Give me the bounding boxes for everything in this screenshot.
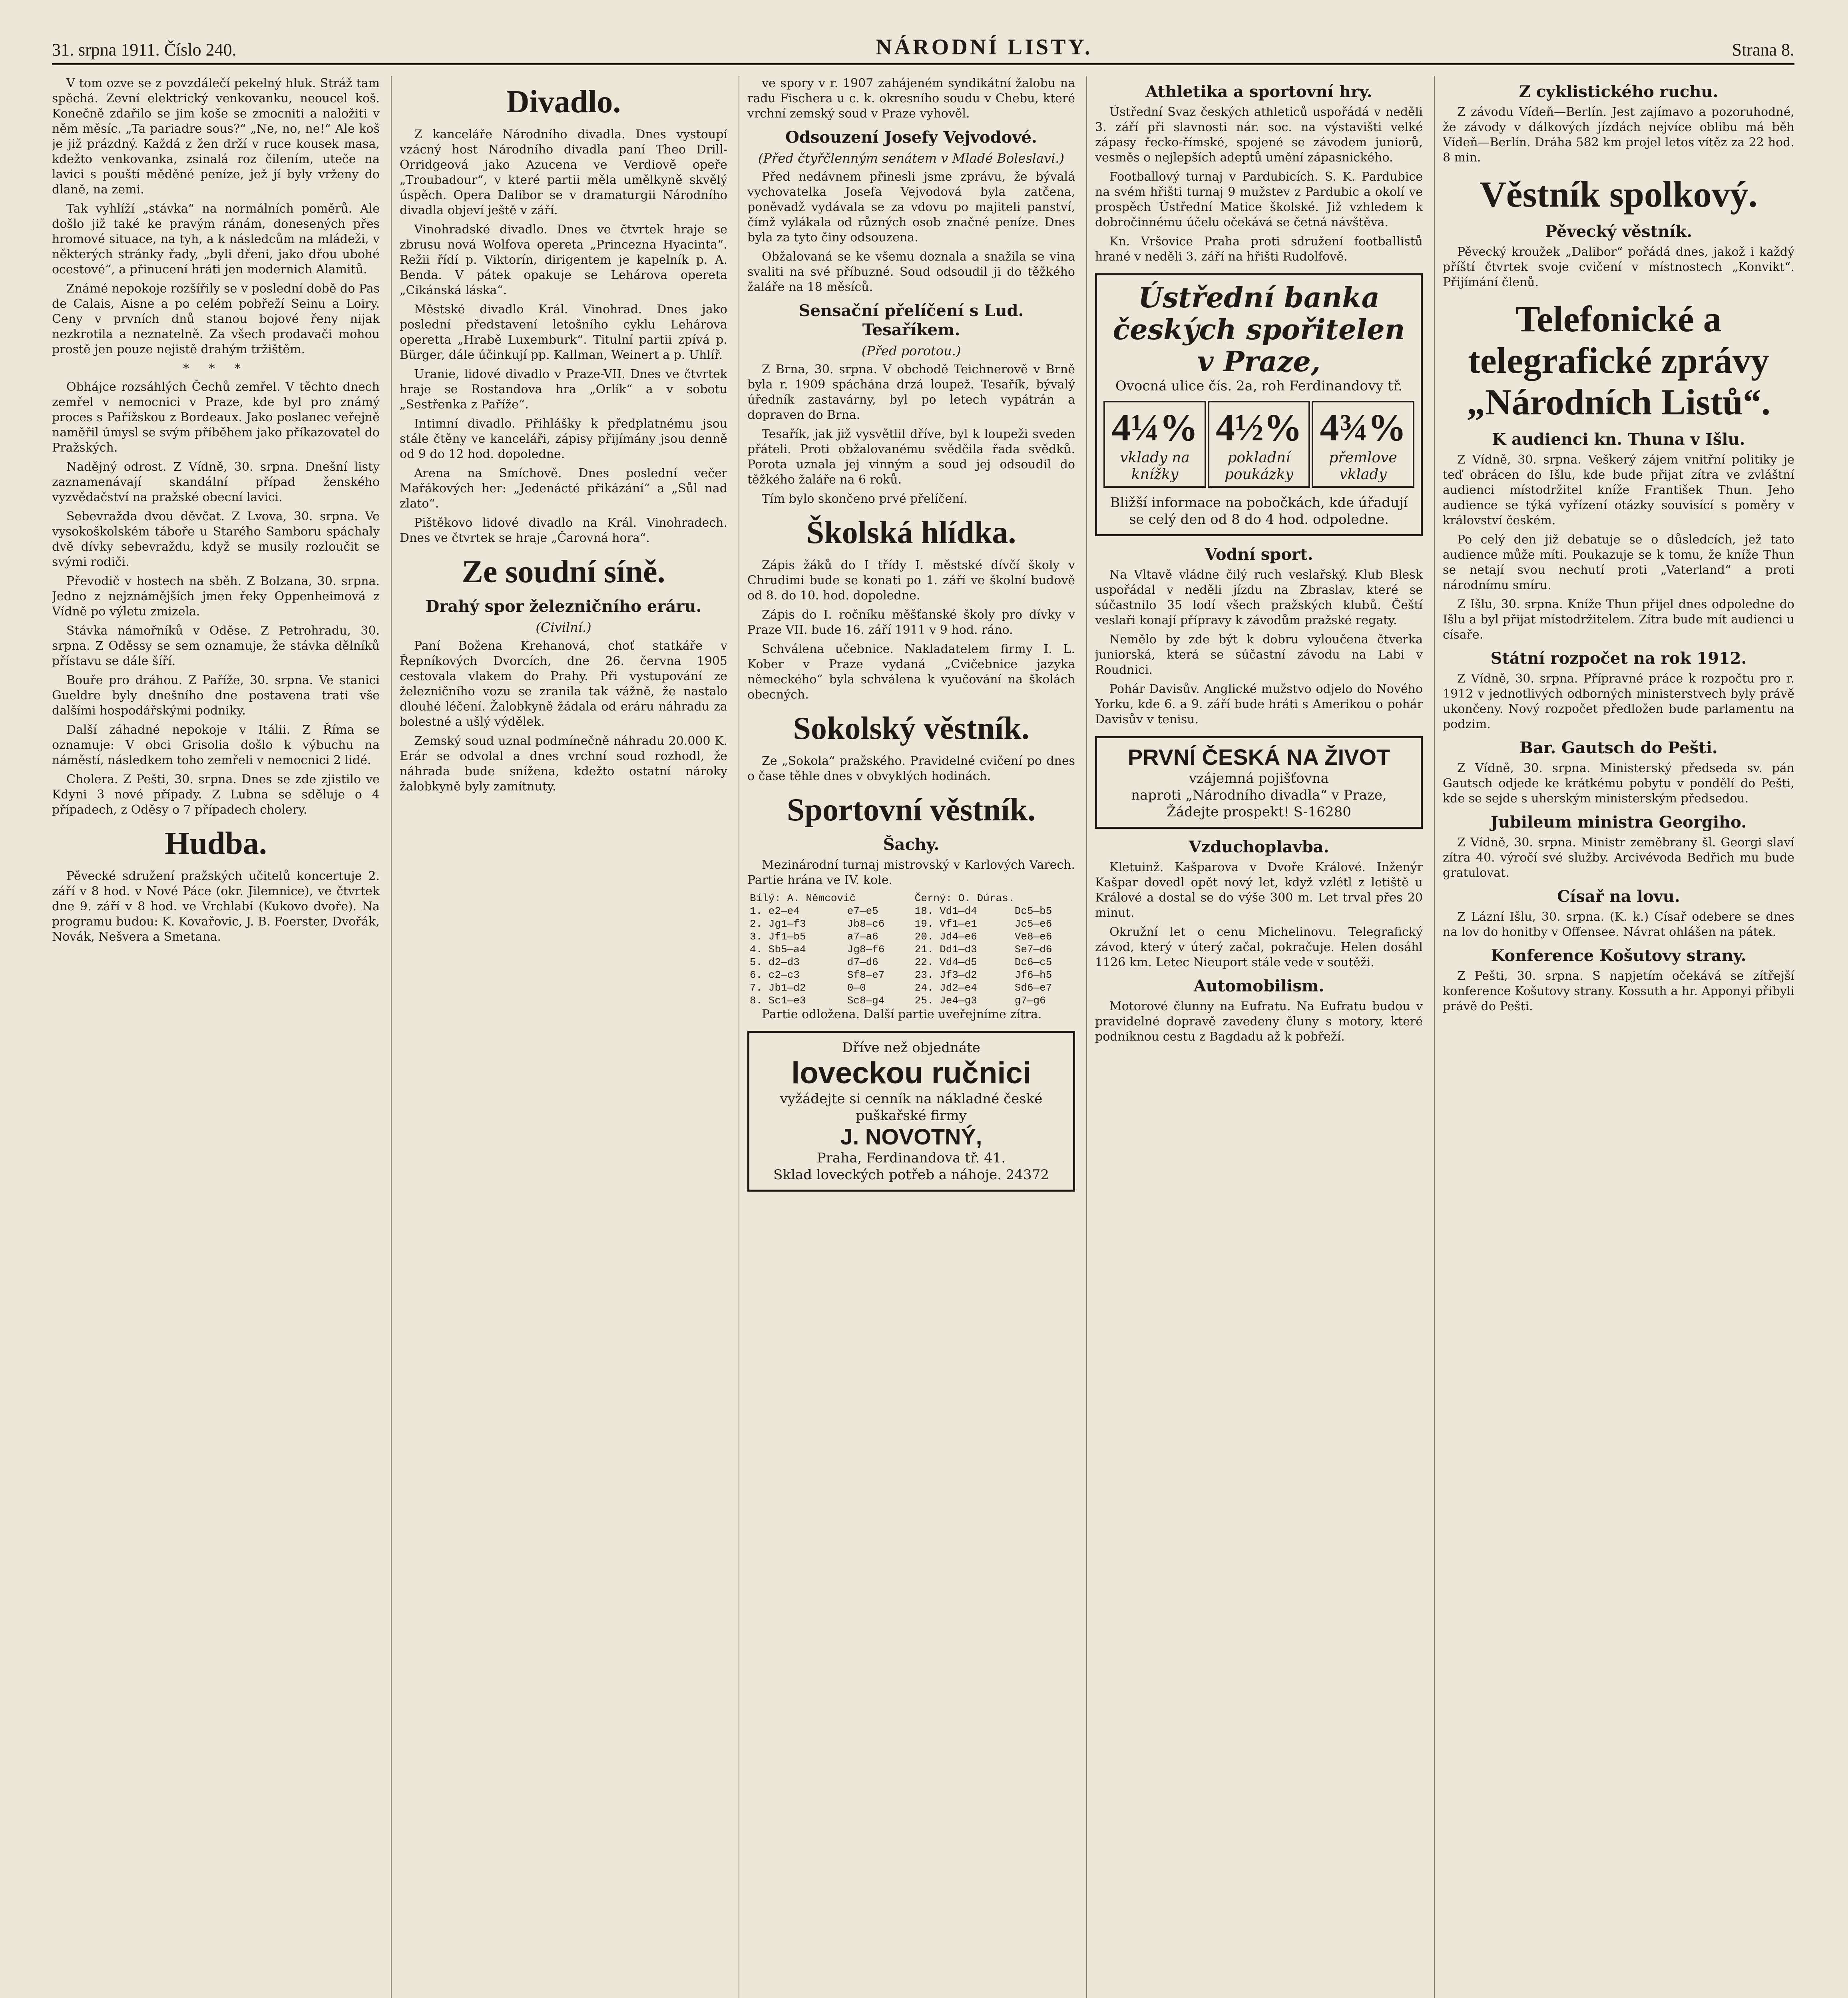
- ad-firm-name: J. NOVOTNÝ,: [840, 1124, 982, 1149]
- section-separator: * * *: [183, 362, 249, 376]
- rate-box: [1312, 401, 1414, 488]
- chess-header-row: [747, 892, 1075, 905]
- newspaper-title: NÁRODNÍ LISTY.: [876, 35, 1093, 60]
- article-paragraph: Nemělo by zde být k dobru vyloučena čtverka juniorská, která se súčastní závodu na Labi v Roudnici.: [1095, 633, 1423, 677]
- article-paragraph: Před nedávnem přinesli jsme zprávu, že bývalá vychovatelka Josefa Vejvodová byla zatčena, poněvadž vydávala se za vdovu po majiteli panství, čímž vylákala od různých osob značné peníze. Dnes byla za tyto činy odsouzena.: [747, 170, 1075, 245]
- article-paragraph: Z Vídně, 30. srpna. Přípravné práce k rozpočtu pro r. 1912 v jednotlivých odborných ministerstvech byly právě ukončeny. Nový rozpočet předložen bude parlamentu na podzim.: [1443, 672, 1794, 731]
- article-paragraph: Zápis žáků do I třídy I. městské dívčí školy v Chrudimi bude se konati po 1. září ve školní budově od 8. do 10. hod. dopoledne.: [747, 558, 1075, 603]
- article-paragraph: Městské divadlo Král. Vinohrad. Dnes jako poslední představení letošního cyklu Lehárova operetta „Hrabě Luxemburk“. Titulní partii zpívá p. Bürger, dále účinkují pp. Kallman, Weinert a p. Uhlíř.: [400, 302, 727, 362]
- rate-box: [1208, 401, 1310, 488]
- article-paragraph: Po celý den již debatuje se o důsledcích, jež tato audience může míti. Poukazuje se k tomu, že kníže Thun se netají svou nechutí proti „Vaterland“ a proti národnímu smíru.: [1443, 533, 1794, 592]
- article-paragraph: Z Išlu, 30. srpna. Kníže Thun přijel dnes odpoledne do Išlu a byl přijat místodržitelem. Zítra bude mít audienci u císaře.: [1443, 597, 1794, 642]
- article-paragraph: Známé nepokoje rozšířily se v poslední době do Pas de Calais, Aisne a po celém pobřeží Seinu a Loiry. Ceny v prvních dnů stanou bojové řeny nijak nezkrotila a neznatelně. Za všech prodavači mohou prostě jen pouze nejistě drahým tržištěm.: [52, 282, 380, 356]
- article-paragraph: Z Pešti, 30. srpna. S napjetím očekává se zítřejší konference Košutovy strany. Kossuth a hr. Apponyi přibyli právě do Pešti.: [1443, 969, 1794, 1013]
- insurance-advertisement: [1095, 736, 1423, 829]
- article-heading: K audienci kn. Thuna v Išlu.: [1492, 430, 1745, 449]
- chess-move: g7—g6: [1014, 995, 1046, 1007]
- chess-move: 22. Vd4—d5: [914, 956, 977, 968]
- chess-move: 7. Jb1—d2: [750, 982, 806, 994]
- article-paragraph: Mezinárodní turnaj mistrovský v Karlových Varech. Partie hrána ve IV. kole.: [747, 858, 1075, 887]
- ad-footer: Sklad loveckých potřeb a náhoje. 24372: [773, 1167, 1049, 1183]
- article-heading: Bar. Gautsch do Pešti.: [1519, 738, 1718, 757]
- chess-move: Dc6—c5: [1014, 956, 1052, 968]
- article-paragraph: Z Vídně, 30. srpna. Ministerský předseda sv. pán Gautsch odjede ke krátkému pobytu v pondělí do Pešti, kde se sejde s uherským ministerským předsedou.: [1443, 761, 1794, 806]
- article-paragraph: Z kanceláře Národního divadla. Dnes vystoupí vzácný host Národního divadla paní Theo Drill-Orridgeová jako Azucena ve Verdiově opeře „Troubadour“, v které partii měla umělkyně skvělý úspěch. Opera Dalibor se v dramaturgii Národního divadla objeví ještě v září.: [400, 127, 727, 217]
- article-paragraph: Pohár Davisův. Anglické mužstvo odjelo do Nového Yorku, kde 6. a 9. září bude hráti s Amerikou o pohár Davisův v tenisu.: [1095, 682, 1423, 726]
- article-paragraph: Z závodu Vídeň—Berlín. Jest zajímavo a pozoruhodné, že závody v dálkových jízdách nejvíce oblibu má běh Vídeň—Berlín. Dráha 582 km projel letos vítěz za 22 hod. 8 min.: [1443, 105, 1794, 165]
- chess-move: 5. d2—d3: [750, 956, 800, 968]
- article-heading: Vodní sport.: [1205, 545, 1313, 564]
- ad-text: vyžádejte si cenník na nákladné české puškařské firmy: [780, 1091, 1043, 1124]
- chess-move: Sd6—e7: [1014, 982, 1052, 994]
- rate-label: vklady na knížky: [1120, 450, 1190, 483]
- chess-move: Dc5—b5: [1014, 905, 1052, 917]
- article-paragraph: V tom ozve se z povzdálečí pekelný hluk. Stráž tam spěchá. Zevní elektrický venkovanku, neoucel koš. Konečně zdařilo se jim koše se zmocniti a naložiti v něm měsíc. „Ta pariadre sous?“ „Ne, no, ne!“ Ale koš je již prázdný. Každá z žen drží v ruce kousek masa, kdežto venkovanka, zsinalá roz čilením, uteče na lavici s pouští měděné peníze, jež jí byly vrženy do dlaně, na zemi.: [52, 76, 380, 197]
- article-paragraph: Obžalovaná se ke všemu doznala a snažila se vina svaliti na své příbuzné. Soud odsoudil ji do těžkého žaláře na 18 měsíců.: [747, 250, 1075, 294]
- article-heading: Vzduchoplavba.: [1189, 838, 1329, 856]
- article-heading: Automobilism.: [1193, 977, 1324, 995]
- article-paragraph: Ústřední Svaz českých athleticů uspořádá v neděli 3. září při slavnosti nár. soc. na výstavišti velké zápasy řecko-římské, spojené se závodem juniorů, vesměs o nejlepších adeptů umění zápasnického.: [1095, 105, 1423, 165]
- chess-move: Jf6—h5: [1014, 969, 1052, 981]
- issue-date: 31. srpna 1911. Číslo 240.: [52, 40, 237, 60]
- article-paragraph: Intimní divadlo. Přihlášky k předplatnému jsou stále čtěny ve kanceláři, zápisy přijímány jsou denně od 9 do 12 hod. dopoledne.: [400, 417, 727, 461]
- article-subheading: (Civilní.): [536, 620, 591, 635]
- article-paragraph: Obhájce rozsáhlých Čechů zemřel. V těchto dnech zemřel v nemocnici v Praze, kde byl pro známý proces s Pařížskou z Bordeaux. Jako poslanec veřejně naměřil úmysl se svým příběhem jako příkazovatel do Pražských.: [52, 380, 380, 455]
- article-heading: Drahý spor železničního eráru.: [425, 597, 702, 616]
- article-paragraph: Ze „Sokola“ pražského. Pravidelné cvičení po dnes o čase těhle dnes v obvyklých hodinách.: [747, 754, 1075, 783]
- ad-footer: Žádejte prospekt! S-16280: [1167, 804, 1351, 820]
- chess-move: Jg8—f6: [847, 943, 885, 955]
- ad-tagline: Dříve než objednáte: [842, 1040, 980, 1056]
- column-5: [1443, 76, 1794, 1998]
- chess-move: e7—e5: [847, 905, 878, 917]
- column-3: [747, 76, 1075, 1998]
- article-heading: Sensační přelíčení s Lud. Tesaříkem.: [799, 301, 1024, 339]
- rate-box: [1103, 401, 1206, 488]
- section-heading-societies: Věstník spolkový.: [1480, 174, 1758, 215]
- column-1: [52, 76, 380, 1998]
- ad-footer: Bližší informace na pobočkách, kde úřadují se celý den od 8 do 4 hod. odpoledne.: [1110, 495, 1408, 527]
- rate-label: přemlove vklady: [1329, 450, 1397, 483]
- chess-move: 24. Jd2—e4: [914, 982, 977, 994]
- article-paragraph: Na Vltavě vládne čilý ruch veslařský. Klub Blesk uspořádal v neděli jízdu na Zbraslav, které se súčastnilo 35 lodí všech pražských klubů. Čeští veslaři konají přípravy k závodům pražské regaty.: [1095, 568, 1423, 627]
- chess-move-row: [747, 917, 1075, 930]
- chess-move-row: [747, 930, 1075, 943]
- column-rule: [391, 76, 392, 1998]
- ad-address: Ovocná ulice čís. 2a, roh Ferdinandovy tř.: [1115, 378, 1403, 394]
- article-paragraph: Bouře pro dráhou. Z Paříže, 30. srpna. Ve stanici Gueldre byly dnešního dne postavena trati vše dalšími hospodářskými podniky.: [52, 673, 380, 718]
- chess-move: Jc5—e6: [1014, 918, 1052, 930]
- article-heading: Pěvecký věstník.: [1545, 222, 1692, 241]
- article-paragraph: Uranie, lidové divadlo v Praze-VII. Dnes ve čtvrtek hraje se Rostandova hra „Orlík“ a v sobotu „Sestřenka z Paříže“.: [400, 367, 727, 412]
- bank-advertisement: [1095, 273, 1423, 536]
- chess-move: 18. Vd1—d4: [914, 905, 977, 917]
- section-heading-sokol: Sokolský věstník.: [793, 711, 1030, 746]
- article-paragraph: Z Brna, 30. srpna. V obchodě Teichnerově v Brně byla r. 1909 spáchána drzá loupež. Tesařík, bývalý úředník zastavárny, byl po letech vypátrán a dopraven do Brna.: [747, 362, 1075, 422]
- article-subheading: (Před porotou.): [861, 343, 961, 358]
- section-heading-theatre: Divadlo.: [506, 84, 621, 119]
- chess-move: Se7—d6: [1014, 943, 1052, 955]
- chess-move: 20. Jd4—e6: [914, 931, 977, 943]
- article-paragraph: ve spory v r. 1907 zahájeném syndikátní žalobu na radu Fischera u c. k. okresního soudu v Chebu, které vrchní zemský soud v Praze vyhověl.: [747, 76, 1075, 121]
- article-paragraph: Nadějný odrost. Z Vídně, 30. srpna. Dnešní listy zaznamenávají skandální případ ženského vyzvědačství na pražské obecní lavici.: [52, 460, 380, 504]
- article-paragraph: Tím bylo skončeno prvé přelíčení.: [762, 492, 968, 506]
- article-paragraph: Tesařík, jak již vysvětlil dříve, byl k loupeži sveden přáteli. Proti obžalovanému svědčila řada svědků. Porota uznala jej vinným a soud jej odsoudil do těžkého žaláře na 6 roků.: [747, 427, 1075, 487]
- article-paragraph: Pištěkovo lidové divadlo na Král. Vinohradech. Dnes ve čtvrtek se hraje „Čarovná hora“.: [400, 516, 727, 545]
- interest-rates: [1103, 401, 1414, 488]
- column-4: [1095, 76, 1423, 1998]
- article-subheading: (Před čtyřčlenným senátem v Mladé Boleslavi.): [758, 151, 1064, 166]
- ad-headline: Ústřední banka českých spořitelen: [1113, 281, 1405, 346]
- chess-move-row: [747, 905, 1075, 917]
- article-paragraph: Tak vyhlíží „stávka“ na normálních poměrů. Ale došlo již také ke pravým ránám, donesených přes hromové situace, na tyh, a k následcům na mládeži, v některých stránky řady, „byli dřeni, jako dřou ubohé ocestové“, a přinucení hráti jen modernich Alamitů.: [52, 202, 380, 277]
- ad-address: Praha, Ferdinandova tř. 41.: [816, 1150, 1006, 1166]
- chess-move: 3. Jf1—b5: [750, 931, 806, 943]
- article-paragraph: Footballový turnaj v Pardubicích. S. K. Pardubice na svém hřišti turnaj 9 mužstev z Pardubic a okolí ve prospěch Ústřední Matice školské. Již vzhledem k dobročinnému účelu očekává se četná návštěva.: [1095, 170, 1423, 229]
- article-paragraph: Cholera. Z Pešti, 30. srpna. Dnes se zde zjistilo ve Kdyni 3 nové případy. Z Lubna se sděluje o 4 případech, z Oděsy o 7 případech cholery.: [52, 772, 380, 817]
- chess-moves-table: [747, 892, 1075, 1007]
- chess-move: 8. Sc1—e3: [750, 995, 806, 1007]
- chess-move: 23. Jf3—d2: [914, 969, 977, 981]
- rate-percent: 4¼%: [1111, 406, 1198, 449]
- column-2: [400, 76, 727, 1998]
- section-heading-court: Ze soudní síně.: [462, 554, 665, 589]
- chess-move-row: [747, 994, 1075, 1007]
- rate-percent: 4½%: [1215, 406, 1302, 449]
- article-paragraph: Pěvecký kroužek „Dalibor“ pořádá dnes, jakož i každý příští čtvrtek svoje cvičení v místnostech „Konvikt“. Přijímání členů.: [1443, 245, 1794, 289]
- chess-move: 2. Jg1—f3: [750, 918, 806, 930]
- ad-headline: PRVNÍ ČESKÁ NA ŽIVOT: [1127, 744, 1390, 770]
- article-paragraph: Zápis do I. ročníku měšťanské školy pro dívky v Praze VII. bude 16. září 1911 v 9 hod. ráno.: [747, 608, 1075, 637]
- chess-move: 25. Je4—g3: [914, 995, 977, 1007]
- article-paragraph: Vinohradské divadlo. Dnes ve čtvrtek hraje se zbrusu nová Wolfova opereta „Princezna Hyacinta“. Režii řídí p. Viktorín, dirigentem je kapelník p. A. Benda. V pátek opakuje se Lehárova opereta „Cikánská láska“.: [400, 223, 727, 297]
- masthead: [52, 32, 1794, 65]
- chess-move: Jb8—c6: [847, 918, 885, 930]
- section-heading-telegrams: Telefonické a telegrafické zprávy „Národních Listů“.: [1466, 299, 1771, 422]
- article-paragraph: Kletuinž. Kašparova v Dvoře Králové. Inženýr Kašpar dovedl opět nový let, když vzlétl z letiště u Králové a dostal se do výše 300 m. Let trval přes 20 minut.: [1095, 860, 1423, 920]
- chess-move: d7—d6: [847, 956, 878, 968]
- article-heading: Jubileum ministra Georgiho.: [1490, 813, 1747, 832]
- ad-text: naproti „Národního divadla“ v Praze,: [1131, 787, 1387, 803]
- article-heading: Císař na lovu.: [1557, 887, 1680, 906]
- article-paragraph: Schválena učebnice. Nakladatelem firmy I. L. Kober v Praze vydaná „Cvičebnice jazyka německého“ byla schválena k vyučování na školách obecných.: [747, 642, 1075, 702]
- article-paragraph: Zemský soud uznal podmínečně náhradu 20.000 K. Erár se odvolal a dnes vrchní soud rozhodl, že náhrada bude snížena, kdežto ostatní nároky žalobkyně byly zamítnuty.: [400, 734, 727, 794]
- article-paragraph: Další záhadné nepokoje v Itálii. Z Říma se oznamuje: V obci Grisolia došlo k výbuchu na náměstí, následkem toho zemřeli v nemocnici 2 lidé.: [52, 723, 380, 767]
- article-heading: Z cyklistického ruchu.: [1519, 82, 1719, 101]
- article-heading: Athletika a sportovní hry.: [1145, 82, 1372, 101]
- chess-move: Sf8—e7: [847, 969, 885, 981]
- article-paragraph: Stávka námořníků v Oděse. Z Petrohradu, 30. srpna. Z Oděssy se sem oznamuje, že stávka dělníků přístavu se dále šíří.: [52, 624, 380, 668]
- article-heading: Odsouzení Josefy Vejvodové.: [785, 128, 1037, 147]
- article-heading: Šachy.: [883, 835, 940, 854]
- column-rule: [1086, 76, 1087, 1998]
- ad-subtitle: vzájemná pojišťovna: [1189, 770, 1329, 786]
- article-paragraph: Z Vídně, 30. srpna. Veškerý zájem vnitřní politiky je teď obrácen do Išlu, kde bude přijat zítra ve zvláštní audienci místodržitel kníže František Thun. Jeho audience se týká vyřízení otázky souvisící s poměry v království českém.: [1443, 453, 1794, 527]
- chess-player: Bílý: A. Němcovič: [750, 892, 856, 904]
- gun-advertisement: [747, 1031, 1075, 1192]
- article-heading: Státní rozpočet na rok 1912.: [1490, 649, 1747, 668]
- chess-move: 1. e2—e4: [750, 905, 800, 917]
- chess-move-row: [747, 943, 1075, 956]
- article-paragraph: Z Lázní Išlu, 30. srpna. (K. k.) Císař odebere se dnes na lov do honitby v Offensee. Návrat ohlášen na pátek.: [1443, 910, 1794, 939]
- chess-move: 19. Vf1—e1: [914, 918, 977, 930]
- section-heading-music: Hudba.: [165, 826, 267, 861]
- ad-headline: loveckou ručnici: [791, 1056, 1031, 1090]
- chess-move: 4. Sb5—a4: [750, 943, 806, 955]
- chess-move-row: [747, 956, 1075, 969]
- section-heading-school: Školská hlídka.: [806, 515, 1016, 550]
- chess-move: a7—a6: [847, 931, 878, 943]
- article-heading: Konference Košutovy strany.: [1491, 946, 1746, 965]
- article-paragraph: Sebevražda dvou děvčat. Z Lvova, 30. srpna. Ve vysokoškolském táboře u Starého Samboru spáchaly dvě dívky sebevraždu, když se musily rozloučit se svými rodiči.: [52, 509, 380, 569]
- chess-move: Ve8—e6: [1014, 931, 1052, 943]
- chess-player: Černý: O. Dúras.: [914, 892, 1015, 904]
- article-paragraph: Převodič v hostech na sběh. Z Bolzana, 30. srpna. Jedno z nejznámějších jmen řeky Oppenheimová z Vídně po výletu zmizela.: [52, 574, 380, 619]
- article-paragraph: Pěvecké sdružení pražských učitelů koncertuje 2. září v 8 hod. v Nové Páce (okr. Jilemnice), ve čtvrtek dne 9. září v 8 hod. ve Vrchlabí (Kukovo dvoře). Na programu budou: K. Kovařovic, J. B. Foerster, Dvořák, Novák, Nešvera a Smetana.: [52, 869, 380, 944]
- page-number: Strana 8.: [1732, 40, 1794, 60]
- chess-move: 6. c2—c3: [750, 969, 800, 981]
- column-rule: [1434, 76, 1435, 1998]
- ad-city: v Praze,: [1197, 345, 1321, 378]
- chess-move: Sc8—g4: [847, 995, 885, 1007]
- section-heading-sport: Sportovní věstník.: [787, 792, 1036, 828]
- article-paragraph: Z Vídně, 30. srpna. Ministr zeměbrany šl. Georgi slaví zítra 40. výročí své služby. Arcivévoda Bedřich mu bude gratulovat.: [1443, 836, 1794, 880]
- article-paragraph: Motorové člunny na Eufratu. Na Eufratu budou v pravidelné dopravě zavedeny čluny s motory, které podniknou cestu z Bagdadu až k pobřeží.: [1095, 999, 1423, 1044]
- rate-label: pokladní poukázky: [1224, 450, 1294, 483]
- article-paragraph: Arena na Smíchově. Dnes poslední večer Mařákových her: „Jedenácté přikázání“ a „Sůl nad zlato“.: [400, 466, 727, 511]
- chess-move-row: [747, 969, 1075, 981]
- article-paragraph: Partie odložena. Další partie uveřejníme zítra.: [762, 1007, 1042, 1021]
- article-paragraph: Paní Božena Krehanová, choť statkáře v Řepníkových Dvorcích, dne 26. června 1905 cestovala vlakem do Prahy. Při vystupování ze železničního vozu se zranila tak vážně, že nastalo dlouhé léčení. Žalobkyně žádala od eráru náhradu za bolestné a ušlý výdělek.: [400, 639, 727, 729]
- rate-percent: 4¾%: [1320, 406, 1406, 449]
- article-paragraph: Kn. Vršovice Praha proti sdružení footballistů hrané v neděli 3. září na hřišti Rudolfově.: [1095, 235, 1423, 264]
- chess-move-row: [747, 981, 1075, 994]
- chess-move: 21. Dd1—d3: [914, 943, 977, 955]
- article-paragraph: Okružní let o cenu Michelinovu. Telegrafický závod, který v úterý začal, pokračuje. Helen dosáhl 1126 km. Letec Nieuport stále vede v soutěži.: [1095, 925, 1423, 969]
- chess-move: 0—0: [847, 982, 866, 994]
